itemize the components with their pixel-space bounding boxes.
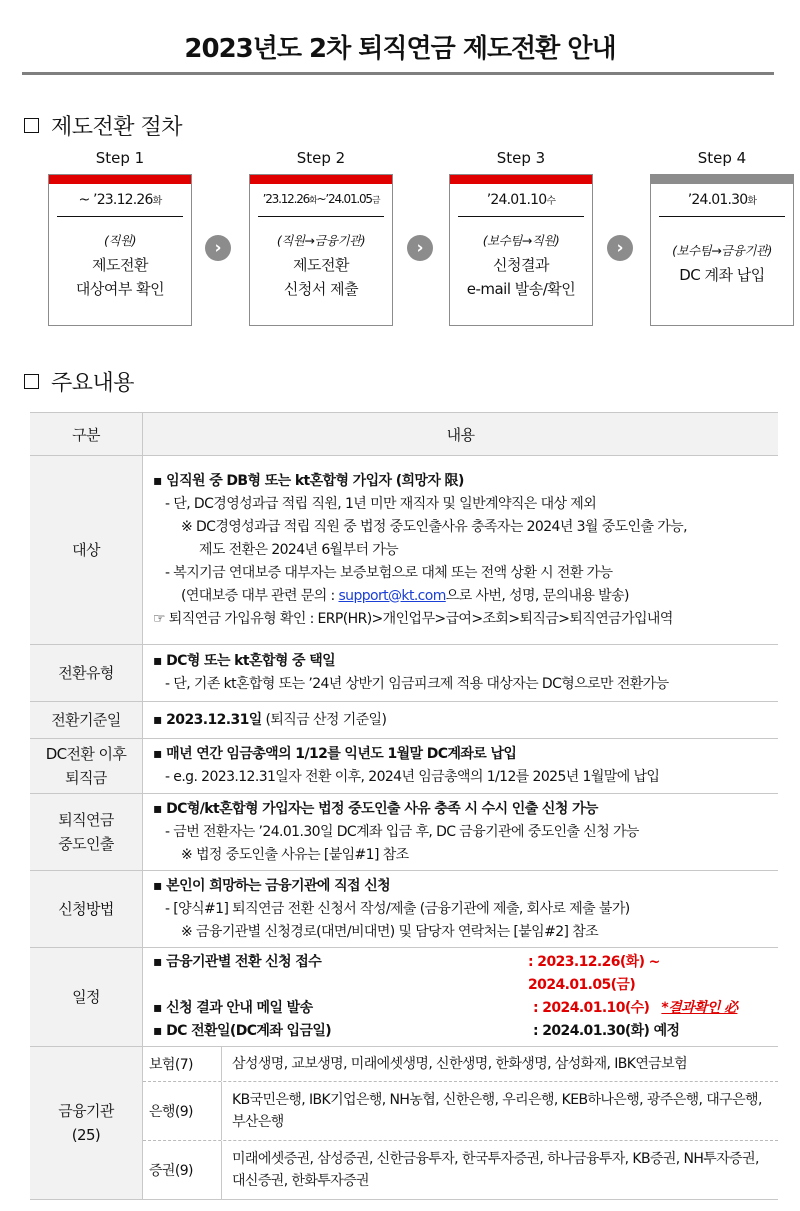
chevron-right-icon: › <box>407 235 433 261</box>
row-category: 신청방법 <box>30 871 143 948</box>
section-main-label: 주요내용 <box>51 371 135 396</box>
step-date: ’24.01.10수 <box>486 192 556 208</box>
support-email-link[interactable]: support@kt.com <box>338 587 446 604</box>
section-procedure-label: 제도전환 절차 <box>51 115 183 140</box>
section-main-heading <box>24 366 134 397</box>
main-content-table <box>30 412 778 1200</box>
step-date-underline <box>458 216 584 217</box>
table-row-withdraw <box>30 794 778 871</box>
checkbox-square-icon <box>24 374 39 389</box>
row-content: ▪ DC형/kt혼합형 가입자는 법정 중도인출 사유 충족 시 수시 인출 신청 가능 - 금번 전환자는 ’24.01.30일 DC계좌 입금 후, DC 금융기관에 중도인출 신청 가능 ※ 법정 중도인출 사유는 [붙임#1] 참조 <box>143 794 779 871</box>
row-content: ▪ 임직원 중 DB형 또는 kt혼합형 가입자 (희망자 限) - 단, DC경영성과급 적립 직원, 1년 미만 재직자 및 일반계약직은 대상 제외 ※ DC경영성과급 적립 직원 중 법정 중도인출사유 충족자는 2024년 3월 중도인출 가능, 제도 전환은 2024년 6월부터 가능 - 복지기금 연대보증 대부자는 보증보험으로 대체 또는 전액 상환 시 전환 가능 (연대보증 대부 관련 문의 : support@kt.com으로 사번, 성명, 문의내용 발송) ☞ 퇴직연금 가입유형 확인 : ERP(HR)>개인업무>급여>조회>퇴직금>퇴직연금가입내역 <box>143 456 779 645</box>
checkbox-square-icon <box>24 118 39 133</box>
table-header-row <box>30 413 778 456</box>
step-role: (보수팀→금융기관) <box>672 243 772 258</box>
title-divider <box>22 72 774 75</box>
step-date: ~ ’23.12.26화 <box>78 192 162 208</box>
step-2 <box>249 148 393 326</box>
row-category: DC전환 이후 퇴직금 <box>30 739 143 794</box>
row-category: 전환기준일 <box>30 702 143 739</box>
schedule-item: ▪ 금융기관별 전환 신청 접수 : 2023.12.26(화) ~ 2024.01.05(금) <box>153 954 660 993</box>
chevron-right-icon: › <box>205 235 231 261</box>
table-row-institutions <box>30 1047 778 1200</box>
row-content: ▪ DC형 또는 kt혼합형 중 택일 - 단, 기존 kt혼합형 또는 ’24년 상반기 임금피크제 적용 대상자는 DC형으로만 전환가능 <box>143 645 779 702</box>
row-content: ▪ 본인이 희망하는 금융기관에 직접 신청 - [양식#1] 퇴직연금 전환 신청서 작성/제출 (금융기관에 제출, 회사로 제출 불가) ※ 금융기관별 신청경로(대면/비대면) 및 담당자 연락처는 [붙임#2] 참조 <box>143 871 779 948</box>
institution-group: 보험(7) 삼성생명, 교보생명, 미래에셋생명, 신한생명, 한화생명, 삼성화재, IBK연금보험 <box>143 1047 778 1082</box>
step-date: ’23.12.26화~’24.01.05금 <box>262 192 380 206</box>
step-label: Step 3 <box>496 149 546 167</box>
step-bar <box>651 175 793 184</box>
step-desc: 제도전환 대상여부 확인 <box>75 256 165 298</box>
row-content: ▪ 매년 연간 임금총액의 1/12를 익년도 1월말 DC계좌로 납입 - e.g. 2023.12.31일자 전환 이후, 2024년 임금총액의 1/12를 2025년 1월말에 납입 <box>143 739 779 794</box>
step-bar <box>450 175 592 184</box>
row-category: 퇴직연금 중도인출 <box>30 794 143 871</box>
step-role: (직원→금융기관) <box>276 233 366 248</box>
header-category: 구분 <box>30 413 143 456</box>
schedule-item: ▪ DC 전환일(DC계좌 입금일) : 2024.01.30(화) 예정 <box>153 1023 680 1039</box>
step-label: Step 4 <box>697 149 747 167</box>
step-label: Step 2 <box>296 149 346 167</box>
step-label: Step 1 <box>95 149 145 167</box>
row-category: 전환유형 <box>30 645 143 702</box>
header-content: 내용 <box>143 413 779 456</box>
row-content <box>143 1047 779 1200</box>
step-bar <box>49 175 191 184</box>
step-4 <box>650 148 794 326</box>
step-card <box>650 174 794 326</box>
row-content: ▪ 2023.12.31일 (퇴직금 산정 기준일) <box>143 702 779 739</box>
step-card <box>48 174 192 326</box>
section-procedure-heading <box>24 110 182 141</box>
table-row-schedule <box>30 948 778 1047</box>
chevron-right-icon: › <box>607 235 633 261</box>
table-row-base <box>30 702 778 739</box>
step-date-underline <box>659 216 785 217</box>
row-category: 대상 <box>30 456 143 645</box>
step-date-underline <box>258 216 384 217</box>
institution-group: 증권(9) 미래에셋증권, 삼성증권, 신한금융투자, 한국투자증권, 하나금융투자, KB증권, NH투자증권, 대신증권, 한화투자증권 <box>143 1141 778 1199</box>
step-desc: DC 계좌 납입 <box>679 266 765 284</box>
step-desc: 신청결과 e-mail 발송/확인 <box>466 256 576 298</box>
step-date: ’24.01.30화 <box>687 192 757 208</box>
step-desc: 제도전환 신청서 제출 <box>283 256 359 298</box>
row-content <box>143 948 779 1047</box>
step-role: (직원) <box>104 233 136 248</box>
step-bar <box>250 175 392 184</box>
row-category: 일정 <box>30 948 143 1047</box>
table-row-type <box>30 645 778 702</box>
page-title: 2023년도 2차 퇴직연금 제도전환 안내 <box>184 34 616 64</box>
institution-group: 은행(9) KB국민은행, IBK기업은행, NH농협, 신한은행, 우리은행, KEB하나은행, 광주은행, 대구은행, 부산은행 <box>143 1082 778 1141</box>
table-row-target <box>30 456 778 645</box>
step-role: (보수팀→직원) <box>482 233 560 248</box>
step-date-underline <box>57 216 183 217</box>
schedule-item: ▪ 신청 결과 안내 메일 발송 : 2024.01.10(수) *결과확인 必 <box>153 1000 738 1016</box>
step-1 <box>48 148 192 326</box>
step-card <box>449 174 593 326</box>
table-row-after <box>30 739 778 794</box>
step-3 <box>449 148 593 326</box>
table-row-method <box>30 871 778 948</box>
row-category: 금융기관 (25) <box>30 1047 143 1200</box>
step-card <box>249 174 393 326</box>
